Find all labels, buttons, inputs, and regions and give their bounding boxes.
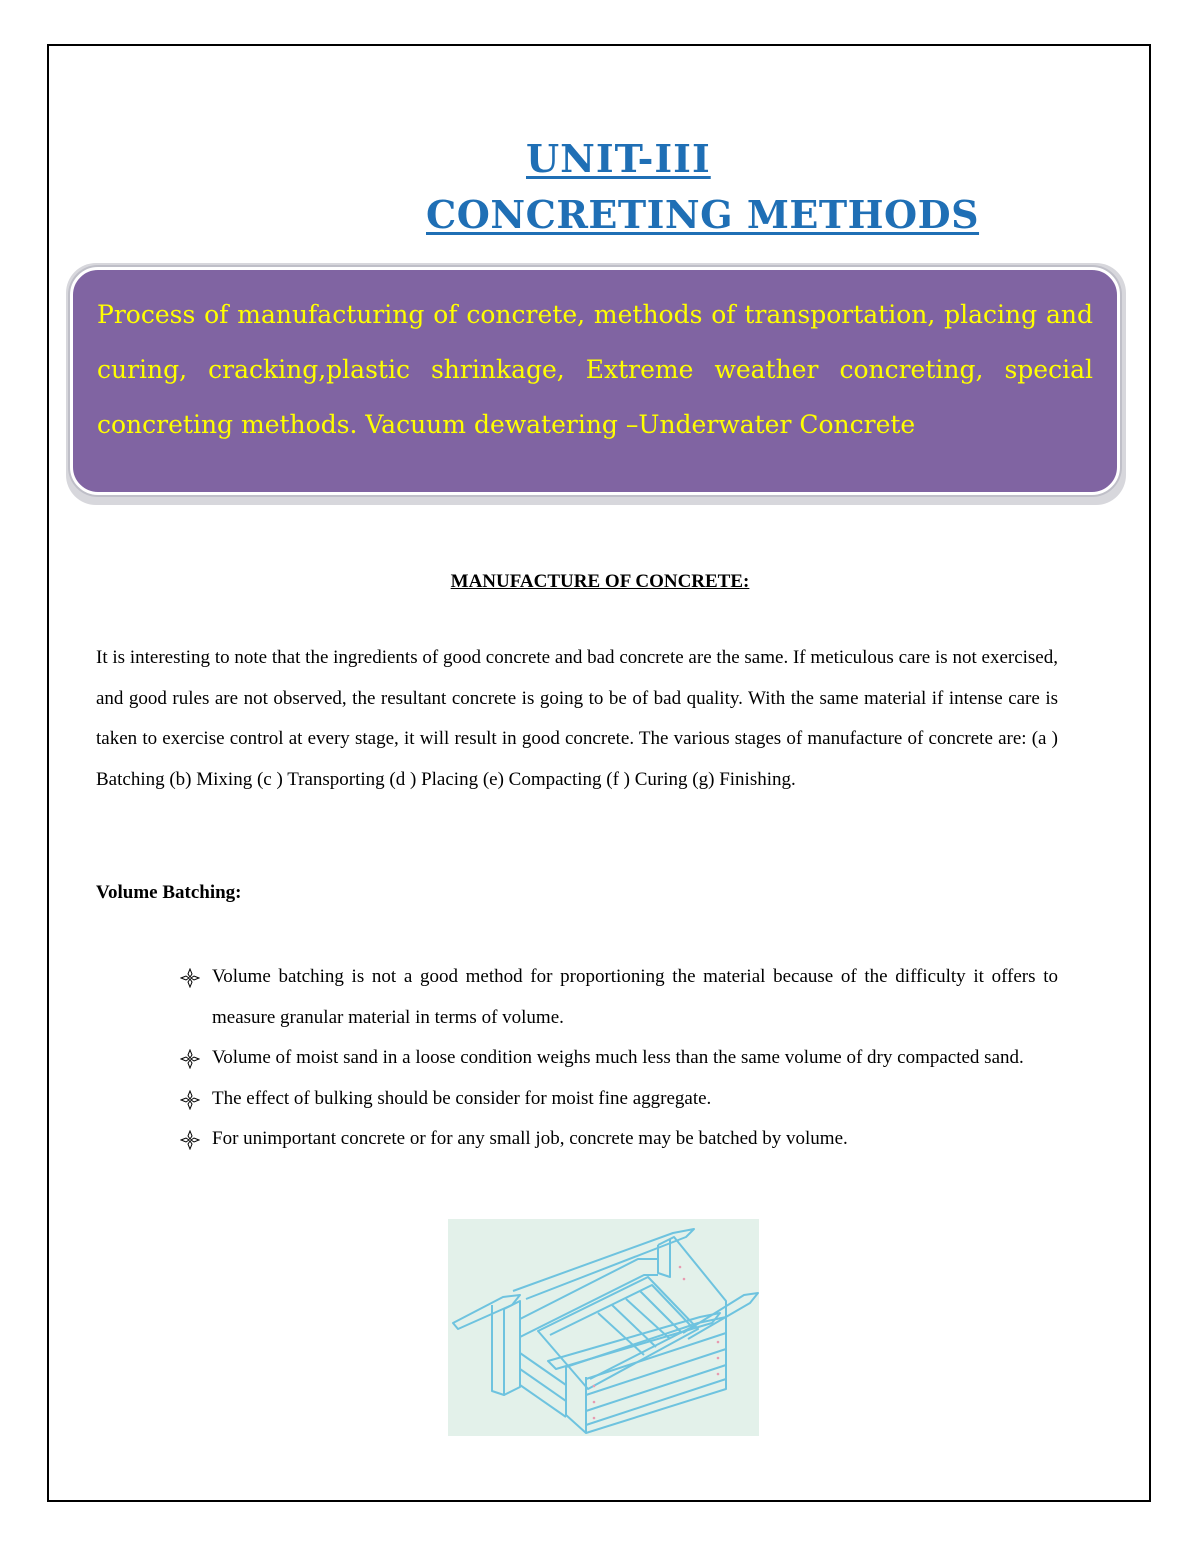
bullet-text: Volume of moist sand in a loose condition weighs much less than the same volume of dry compacted sand.	[212, 1047, 1024, 1068]
list-item	[180, 957, 1058, 1038]
four-diamond-star-icon	[180, 1130, 200, 1150]
four-diamond-star-icon	[180, 968, 200, 988]
four-diamond-star-icon	[180, 1090, 200, 1110]
list-item	[180, 1079, 1058, 1120]
intro-paragraph: It is interesting to note that the ingredients of good concrete and bad concrete are the same. If meticulous care is not exercised, and good rules are not observed, the resultant concrete is going to be of bad quality. With the same material if intense care is taken to exercise control at every stage, it will result in good concrete. The various stages of manufacture of concrete are: (a ) Batching (b) Mixing (c ) Transporting (d ) Placing (e) Compacting (f ) Curing (g) Finishing.	[96, 647, 1058, 790]
syllabus-box	[70, 267, 1120, 495]
syllabus-text: Process of manufacturing of concrete, methods of transportation, placing and curing, cracking,plastic shrinkage, Extreme weather concreting, special concreting methods. Vacuum dewatering –Underwater Concrete	[97, 300, 1093, 439]
bullet-text: The effect of bulking should be consider for moist fine aggregate.	[212, 1087, 712, 1109]
section-heading: MANUFACTURE OF CONCRETE:	[450, 571, 750, 592]
bullet-text: Volume batching is not a good method for proportioning the material because of the difficulty it offers to measure granular material in terms of volume.	[212, 966, 1058, 1028]
four-diamond-star-icon	[180, 1049, 200, 1069]
bullet-text: For unimportant concrete or for any small job, concrete may be batched by volume.	[212, 1128, 848, 1149]
volume-batching-list	[180, 957, 1058, 1160]
list-item	[180, 1038, 1058, 1079]
unit-number: UNIT-III	[526, 136, 711, 181]
gauge-box-illustration	[448, 1219, 759, 1436]
list-item	[180, 1119, 1058, 1160]
unit-topic: CONCRETING METHODS	[426, 192, 980, 237]
volume-batching-heading: Volume Batching:	[96, 882, 242, 903]
gauge-box-figure	[448, 1219, 759, 1436]
